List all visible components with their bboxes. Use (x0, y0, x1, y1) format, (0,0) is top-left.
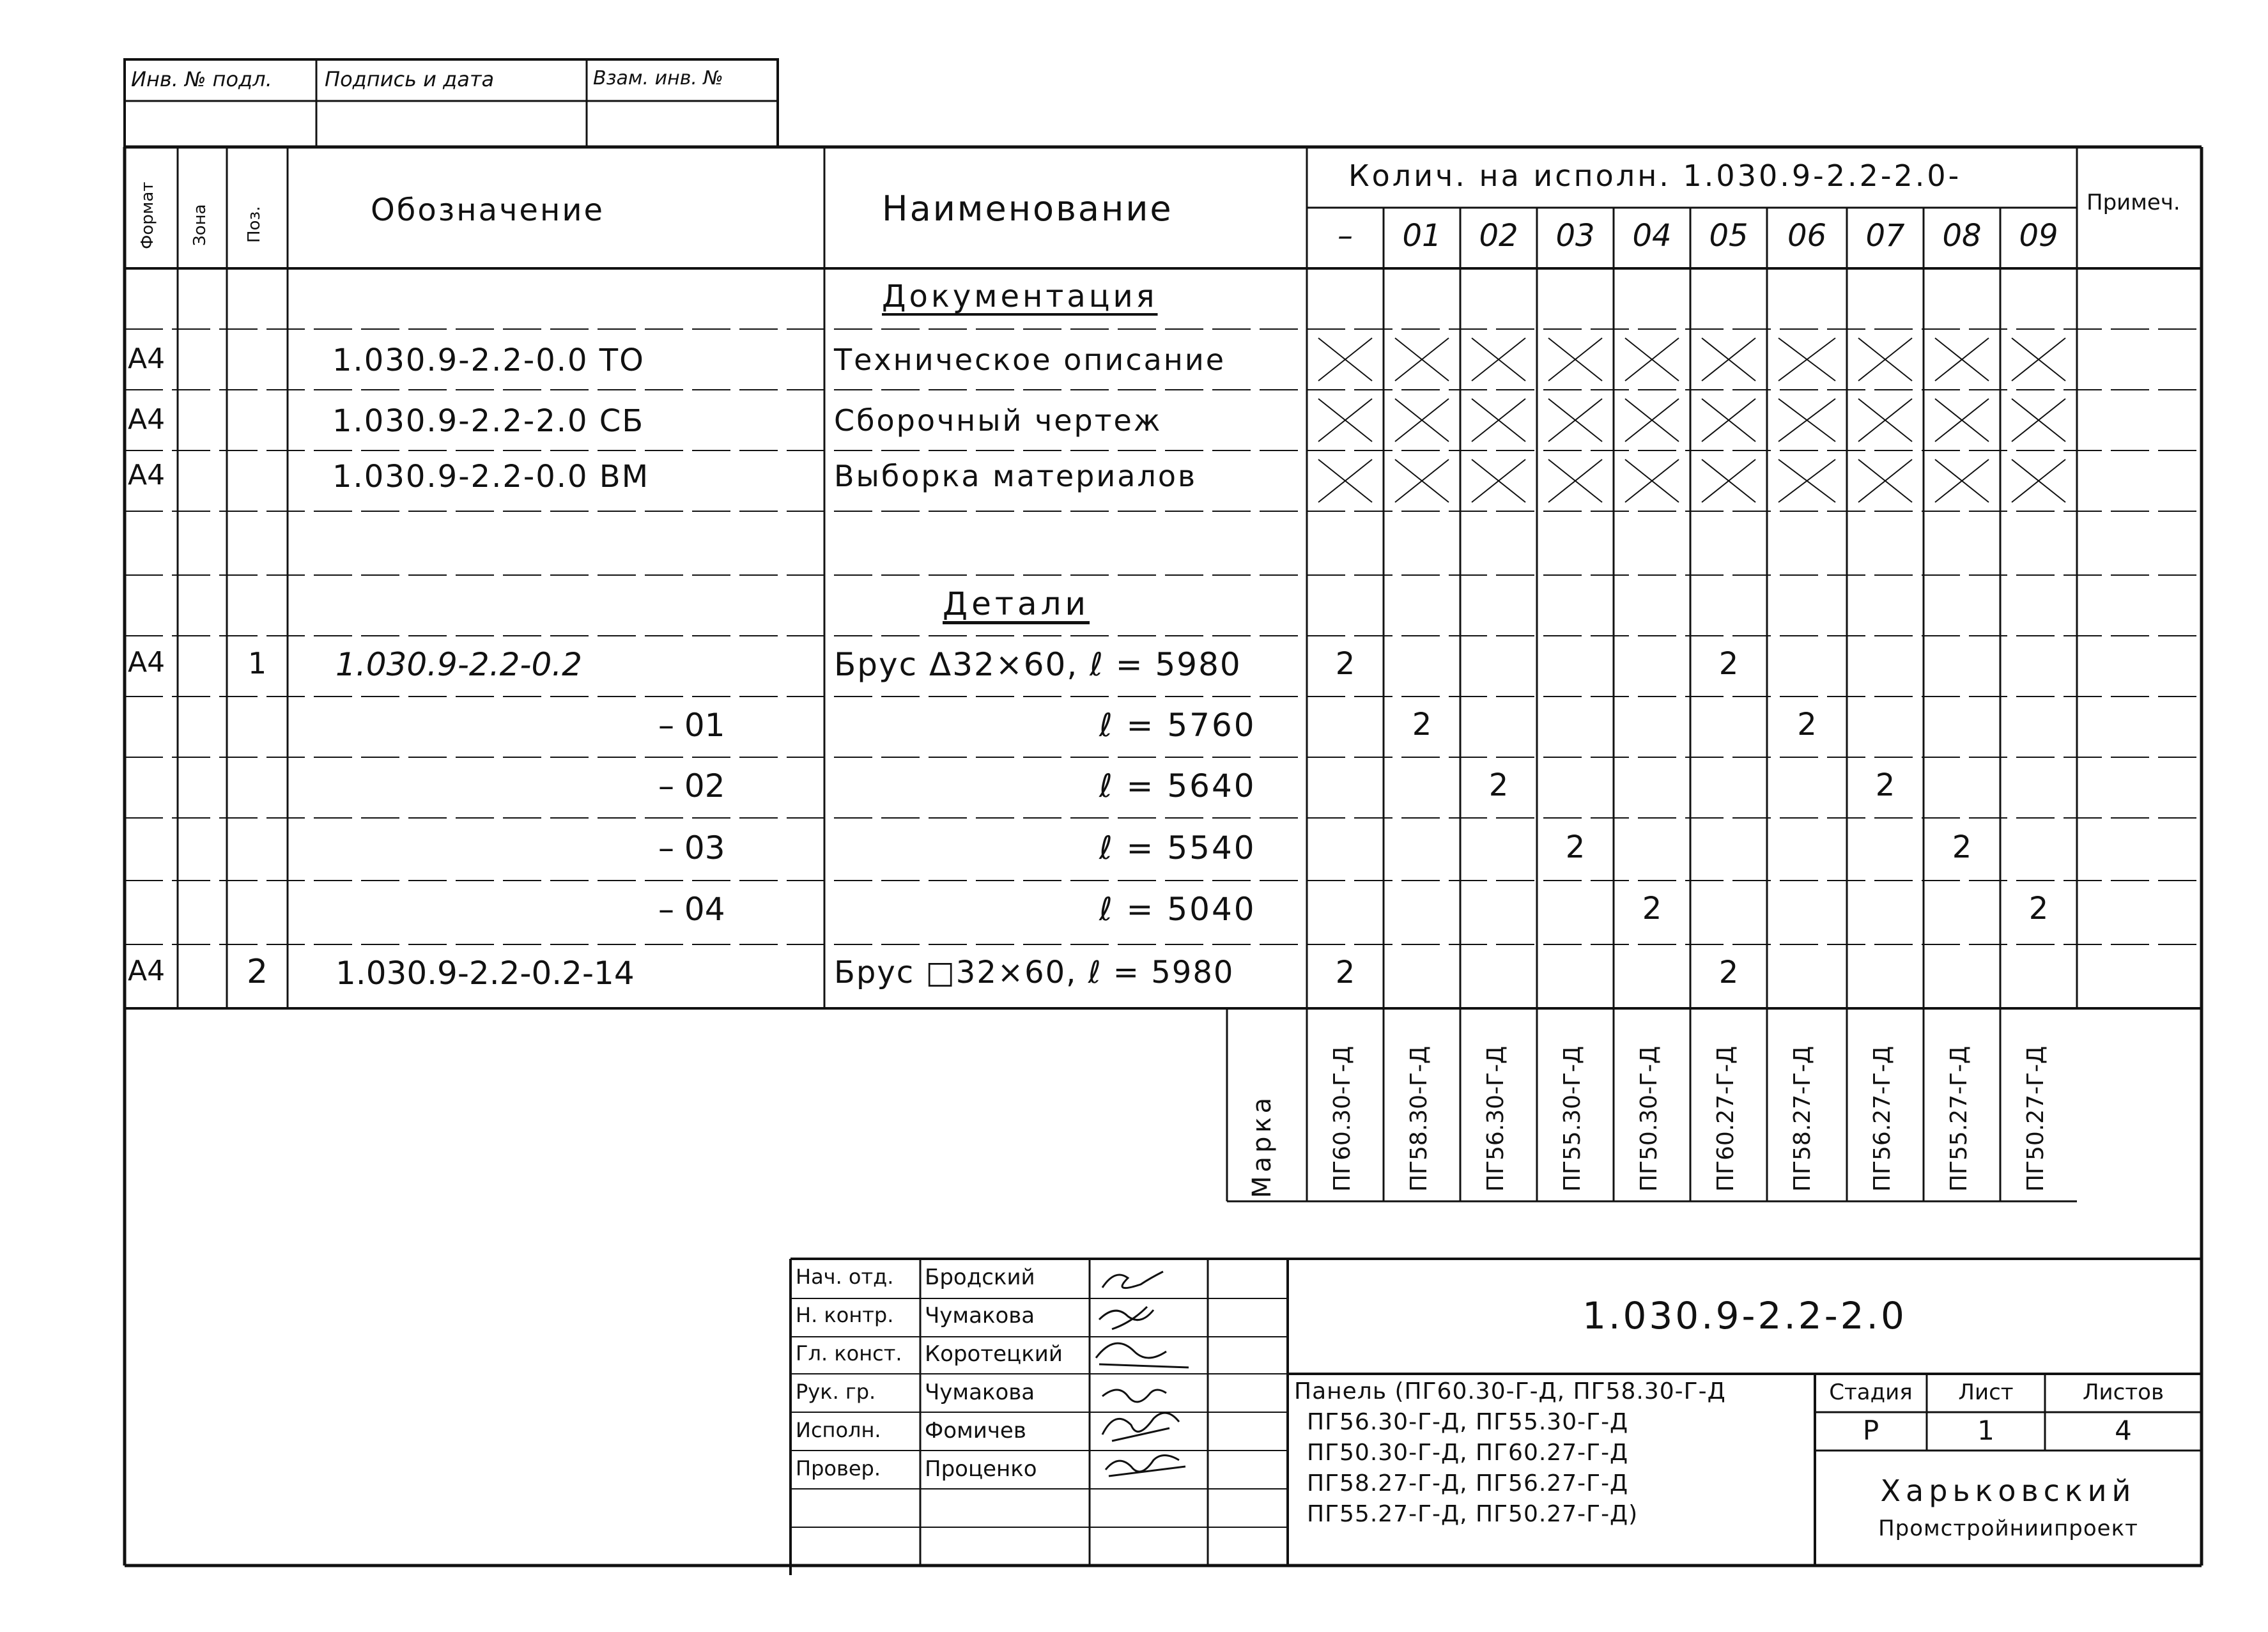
quantity-cell: 2 (1718, 646, 1739, 682)
quantity-cell: 2 (1952, 829, 1972, 865)
quantity-cell: 2 (1335, 646, 1355, 682)
person-role: Исполн. (796, 1418, 881, 1442)
quantity-cell: 2 (1488, 767, 1509, 803)
header-kolichestvo: Колич. на исполн. 1.030.9-2.2-2.0- (1348, 158, 1962, 193)
marka-item: ПГ56.27-Г-Д (1869, 1045, 1895, 1192)
variant-header: 06 (1787, 218, 1827, 254)
organization-line2: Промстройниипроект (1878, 1516, 2138, 1541)
doc-format: А4 (128, 403, 166, 436)
quantity-cell: 2 (2028, 891, 2049, 927)
sheets-value: 4 (2115, 1415, 2132, 1446)
section-documentation: Документация (882, 279, 1158, 314)
person-name: Чумакова (925, 1380, 1035, 1405)
section-details: Детали (943, 585, 1090, 622)
part-designation: – 03 (658, 829, 725, 866)
variant-header: 02 (1479, 218, 1518, 254)
person-role: Провер. (796, 1456, 881, 1481)
part-pos: 1 (247, 646, 267, 681)
person-role: Рук. гр. (796, 1380, 876, 1404)
quantity-cell: 2 (1718, 955, 1739, 990)
variant-header: 05 (1709, 218, 1748, 254)
doc-name: Техническое описание (834, 343, 1226, 377)
variant-header: – (1338, 218, 1353, 254)
stage-label: Стадия (1829, 1380, 1913, 1405)
marka-item: ПГ50.27-Г-Д (2023, 1045, 2049, 1192)
description-line: ПГ50.30-Г-Д, ПГ60.27-Г-Д (1307, 1440, 1629, 1466)
stage-value: Р (1862, 1415, 1879, 1446)
description-line: ПГ55.27-Г-Д, ПГ50.27-Г-Д) (1307, 1501, 1639, 1527)
part-designation: 1.030.9-2.2-0.2-14 (336, 955, 635, 992)
person-name: Фомичев (925, 1418, 1026, 1443)
marka-item: ПГ55.27-Г-Д (1946, 1045, 1972, 1192)
quantity-cell: 2 (1565, 829, 1585, 865)
description-line: Панель (ПГ60.30-Г-Д, ПГ58.30-Г-Д (1294, 1378, 1726, 1405)
part-name: Брус □32×60, ℓ = 5980 (834, 955, 1235, 990)
person-role: Н. контр. (796, 1303, 894, 1327)
person-name: Бродский (925, 1265, 1035, 1290)
header-naimenovanie: Наименование (882, 189, 1173, 229)
organization-line1: Харьковский (1880, 1474, 2136, 1508)
doc-designation: 1.030.9-2.2-2.0 СБ (332, 403, 645, 439)
part-designation: – 02 (658, 767, 725, 804)
part-designation: 1.030.9-2.2-0.2 (336, 646, 582, 683)
variant-header: 09 (2019, 218, 2058, 254)
sheet-value: 1 (1977, 1415, 1994, 1446)
part-format: А4 (128, 955, 166, 987)
quantity-cell: 2 (1875, 767, 1895, 803)
quantity-cell: 2 (1335, 955, 1355, 990)
person-name: Проценко (925, 1456, 1037, 1482)
variant-header: 03 (1555, 218, 1595, 254)
description-line: ПГ56.30-Г-Д, ПГ55.30-Г-Д (1307, 1409, 1629, 1435)
part-designation: – 04 (658, 891, 725, 928)
variant-header: 07 (1865, 218, 1905, 254)
part-format: А4 (128, 646, 166, 679)
variant-header: 01 (1402, 218, 1442, 254)
marka-item: ПГ50.30-Г-Д (1636, 1045, 1662, 1192)
marka-item: ПГ55.30-Г-Д (1559, 1045, 1585, 1192)
stamp-inv-podl: Инв. № подл. (131, 67, 272, 91)
doc-name: Сборочный чертеж (834, 403, 1162, 438)
variant-header: 04 (1632, 218, 1672, 254)
doc-format: А4 (128, 343, 166, 375)
header-zona: Зона (190, 204, 210, 246)
part-pos: 2 (246, 953, 268, 991)
stamp-podpis-data: Подпись и дата (325, 67, 495, 91)
doc-format: А4 (128, 459, 166, 491)
part-designation: – 01 (658, 707, 725, 744)
doc-name: Выборка материалов (834, 459, 1198, 493)
sheets-label: Листов (2082, 1380, 2164, 1405)
sheet-label: Лист (1958, 1380, 2014, 1405)
part-name: Брус Δ32×60, ℓ = 5980 (834, 646, 1242, 683)
quantity-cell: 2 (1797, 707, 1817, 743)
quantity-cell: 2 (1642, 891, 1662, 927)
part-name: ℓ = 5760 (1099, 707, 1256, 744)
marka-item: ПГ58.27-Г-Д (1789, 1045, 1816, 1192)
marka-item: ПГ60.30-Г-Д (1329, 1045, 1355, 1192)
variant-header: 08 (1942, 218, 1982, 254)
marka-label: Марка (1247, 1093, 1277, 1198)
doc-designation: 1.030.9-2.2-0.0 ВМ (332, 459, 650, 495)
header-poz: Поз. (245, 206, 264, 243)
part-name: ℓ = 5540 (1099, 829, 1256, 866)
quantity-cell: 2 (1412, 707, 1432, 743)
marka-item: ПГ58.30-Г-Д (1406, 1045, 1432, 1192)
person-name: Чумакова (925, 1303, 1035, 1328)
description-line: ПГ58.27-Г-Д, ПГ56.27-Г-Д (1307, 1470, 1629, 1497)
doc-number: 1.030.9-2.2-2.0 (1582, 1294, 1907, 1337)
header-primech: Примеч. (2087, 190, 2180, 215)
marka-item: ПГ56.30-Г-Д (1483, 1045, 1509, 1192)
person-name: Коротецкий (925, 1341, 1063, 1367)
stamp-vzam-inv: Взам. инв. № (593, 67, 723, 89)
person-role: Гл. конст. (796, 1341, 902, 1366)
header-oboznachenie: Обозначение (371, 192, 605, 228)
part-name: ℓ = 5040 (1099, 891, 1256, 928)
person-role: Нач. отд. (796, 1265, 894, 1289)
header-format: Формат (138, 181, 157, 249)
marka-item: ПГ60.27-Г-Д (1713, 1045, 1739, 1192)
doc-designation: 1.030.9-2.2-0.0 ТО (332, 343, 645, 378)
part-name: ℓ = 5640 (1099, 767, 1256, 804)
